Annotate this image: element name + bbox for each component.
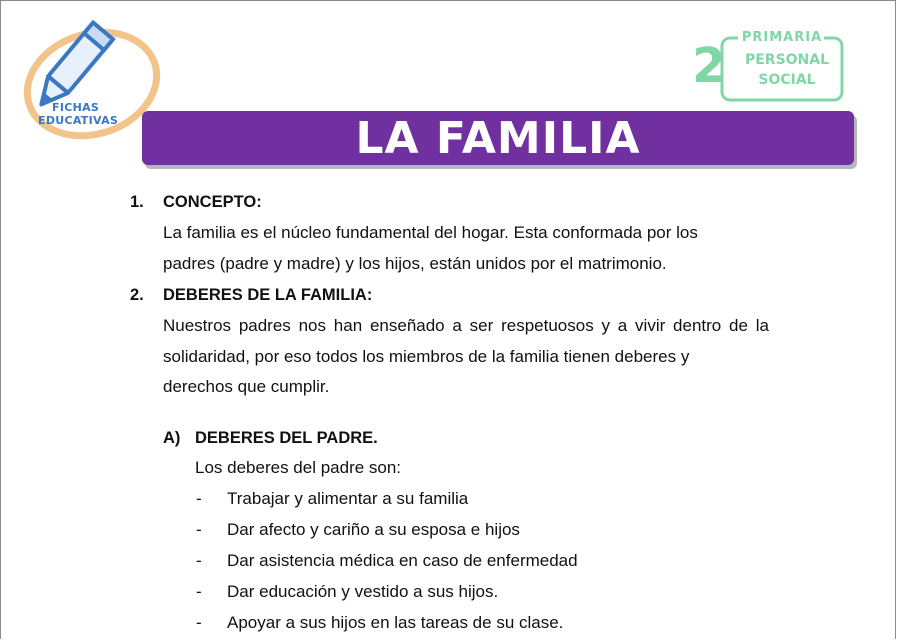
section-heading: CONCEPTO: <box>163 193 262 211</box>
bullet-dash: - <box>196 520 202 539</box>
list-item: Trabajar y alimentar a su familia <box>227 489 469 508</box>
subsection-letter: A) <box>163 429 181 447</box>
bullet-dash: - <box>196 613 202 632</box>
list-item: Dar afecto y cariño a su esposa e hijos <box>227 520 520 539</box>
logo-line2: EDUCATIVAS <box>38 114 119 127</box>
list-item: Dar asistencia médica en caso de enfermedad <box>227 551 578 570</box>
section-number: 2. <box>130 286 144 304</box>
section-number: 1. <box>130 193 144 211</box>
paragraph-line: La familia es el núcleo fundamental del hogar. Esta conformada por los <box>163 223 698 242</box>
section-paragraph <box>163 311 769 403</box>
list-item: Dar educación y vestido a sus hijos. <box>227 582 499 601</box>
badge-subject-line2: SOCIAL <box>758 72 816 88</box>
paragraph-line: derechos que cumplir. <box>163 377 330 396</box>
page-title: LA FAMILIA <box>355 112 641 164</box>
section-paragraph <box>163 218 769 279</box>
logo-line1: FICHAS <box>52 101 100 114</box>
subsection-heading: DEBERES DEL PADRE. <box>195 429 378 447</box>
grade-badge <box>692 30 848 102</box>
badge-subject-line1: PERSONAL <box>744 52 830 68</box>
bullet-dash: - <box>196 551 202 570</box>
bullet-dash: - <box>196 489 202 508</box>
bullet-dash: - <box>196 582 202 601</box>
badge-level: PRIMARIA <box>741 30 823 45</box>
badge-grade: 2 <box>692 38 726 94</box>
paragraph-line: padres (padre y madre) y los hijos, están unidos por el matrimonio. <box>163 253 667 273</box>
title-banner <box>142 111 854 165</box>
paragraph-line: Nuestros padres nos han enseñado a ser respetuosos y a vivir dentro de la <box>163 316 769 335</box>
subsection-intro: Los deberes del padre son: <box>195 458 402 477</box>
section-heading: DEBERES DE LA FAMILIA: <box>163 286 373 304</box>
paragraph-line: solidaridad, por eso todos los miembros de la familia tienen deberes y <box>163 346 690 366</box>
list-item: Apoyar a sus hijos en las tareas de su clase. <box>227 613 564 632</box>
